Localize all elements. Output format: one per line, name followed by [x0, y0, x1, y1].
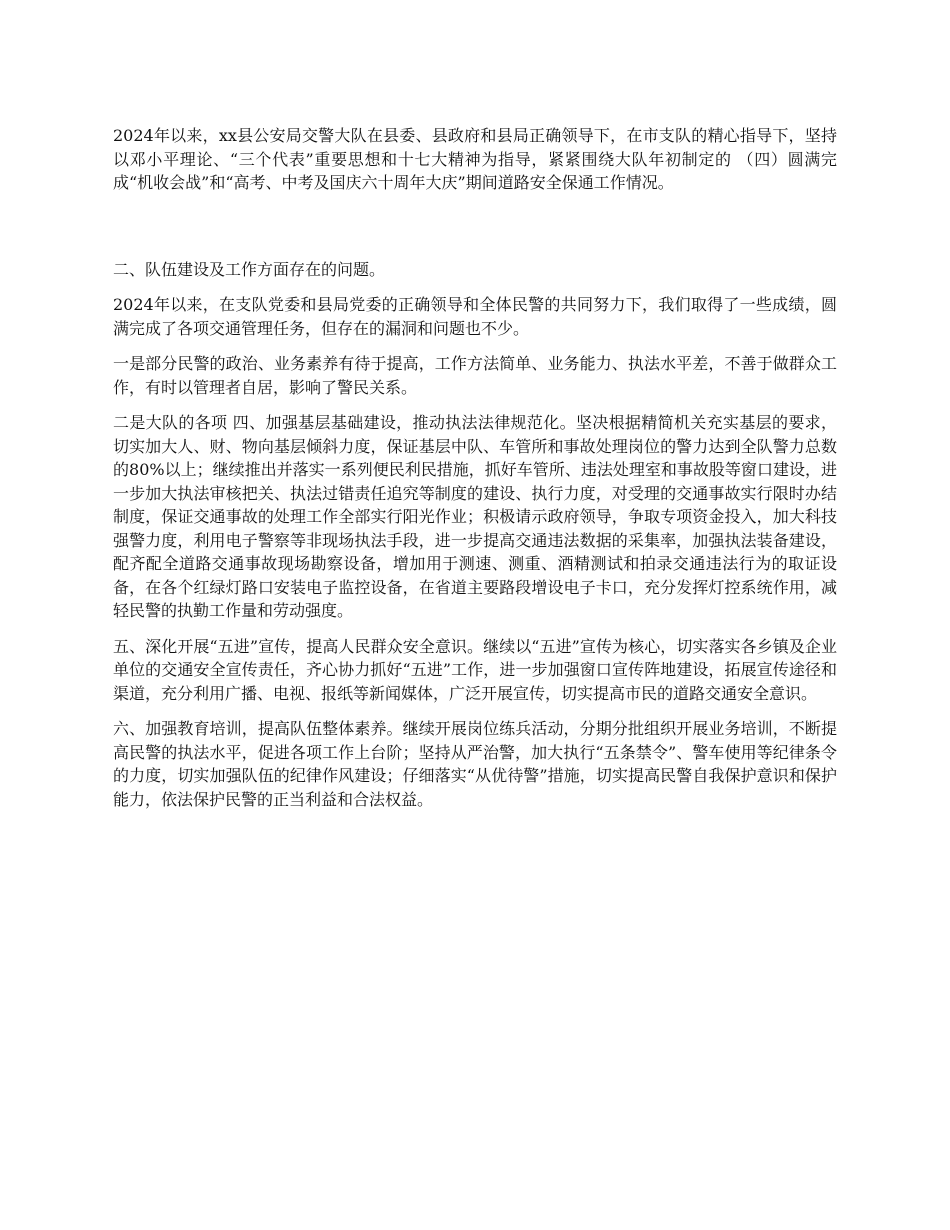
section-heading-problems: 二、队伍建设及工作方面存在的问题。 [113, 259, 386, 279]
paragraph-problem-one: 一是部分民警的政治、业务素养有待于提高，工作方法简单、业务能力、执法水平差，不善于做群众工作，有时以管理者自居，影响了警民关系。 [113, 354, 837, 397]
paragraph-grassroots: 二是大队的各项 四、加强基层基础建设，推动执法法律规范化。坚决根据精简机关充实基层的要求，切实加大人、财、物向基层倾斜力度，保证基层中队、车管所和事故处理岗位的警力达到全队警力总数的80%以上；继续推出并落实一系列便民利民措施，抓好车管所、违法处理室和事故股等窗口建设，进一步加大执法审核把关、执法过错责任追究等制度的建设、执行力度，对受理的交通事故实行限时办结制度，保证交通事故的处理工作全部实行阳光作业；积极请示政府领导，争取专项资金投入，加大科技强警力度，利用电子警察等非现场执法手段，进一步提高交通违法数据的采集率，加强执法装备建设，配齐配全道路交通事故现场勘察设备，增加用于测速、测重、酒精测试和拍录交通违法行为的取证设备，在各个红绿灯路口安装电子监控设备，在省道主要路段增设电子卡口，充分发挥灯控系统作用，减轻民警的执勤工作量和劳动强度。 [113, 413, 837, 620]
paragraph-intro: 2024年以来，xx县公安局交警大队在县委、县政府和县局正确领导下，在市支队的精心指导下，坚持以邓小平理论、“三个代表”重要思想和十七大精神为指导，紧紧围绕大队年初制定的 （四）圆满完成“机收会战”和“高考、中考及国庆六十周年大庆”期间道路安全保通工作情况。 [113, 126, 837, 192]
paragraph-gap [113, 195, 837, 258]
paragraph-training: 六、加强教育培训，提高队伍整体素养。继续开展岗位练兵活动，分期分批组织开展业务培训，不断提高民警的执法水平，促进各项工作上台阶；坚持从严治警，加大执行“五条禁令”、警车使用等纪律条令的力度，切实加强队伍的纪律作风建设；仔细落实“从优待警”措施，切实提高民警自我保护意识和保护能力，依法保护民警的正当利益和合法权益。 [113, 719, 837, 809]
paragraph-publicity: 五、深化开展“五进”宣传，提高人民群众安全意识。继续以“五进”宣传为核心，切实落实各乡镇及企业单位的交通安全宣传责任，齐心协力抓好“五进”工作，进一步加强窗口宣传阵地建设，拓展宣传途径和渠道，充分利用广播、电视、报纸等新闻媒体，广泛开展宣传，切实提高市民的道路交通安全意识。 [113, 636, 837, 703]
paragraph-achievements: 2024年以来，在支队党委和县局党委的正确领导和全体民警的共同努力下，我们取得了一些成绩，圆满完成了各项交通管理任务，但存在的漏洞和问题也不少。 [113, 295, 837, 338]
document-body [113, 124, 837, 823]
